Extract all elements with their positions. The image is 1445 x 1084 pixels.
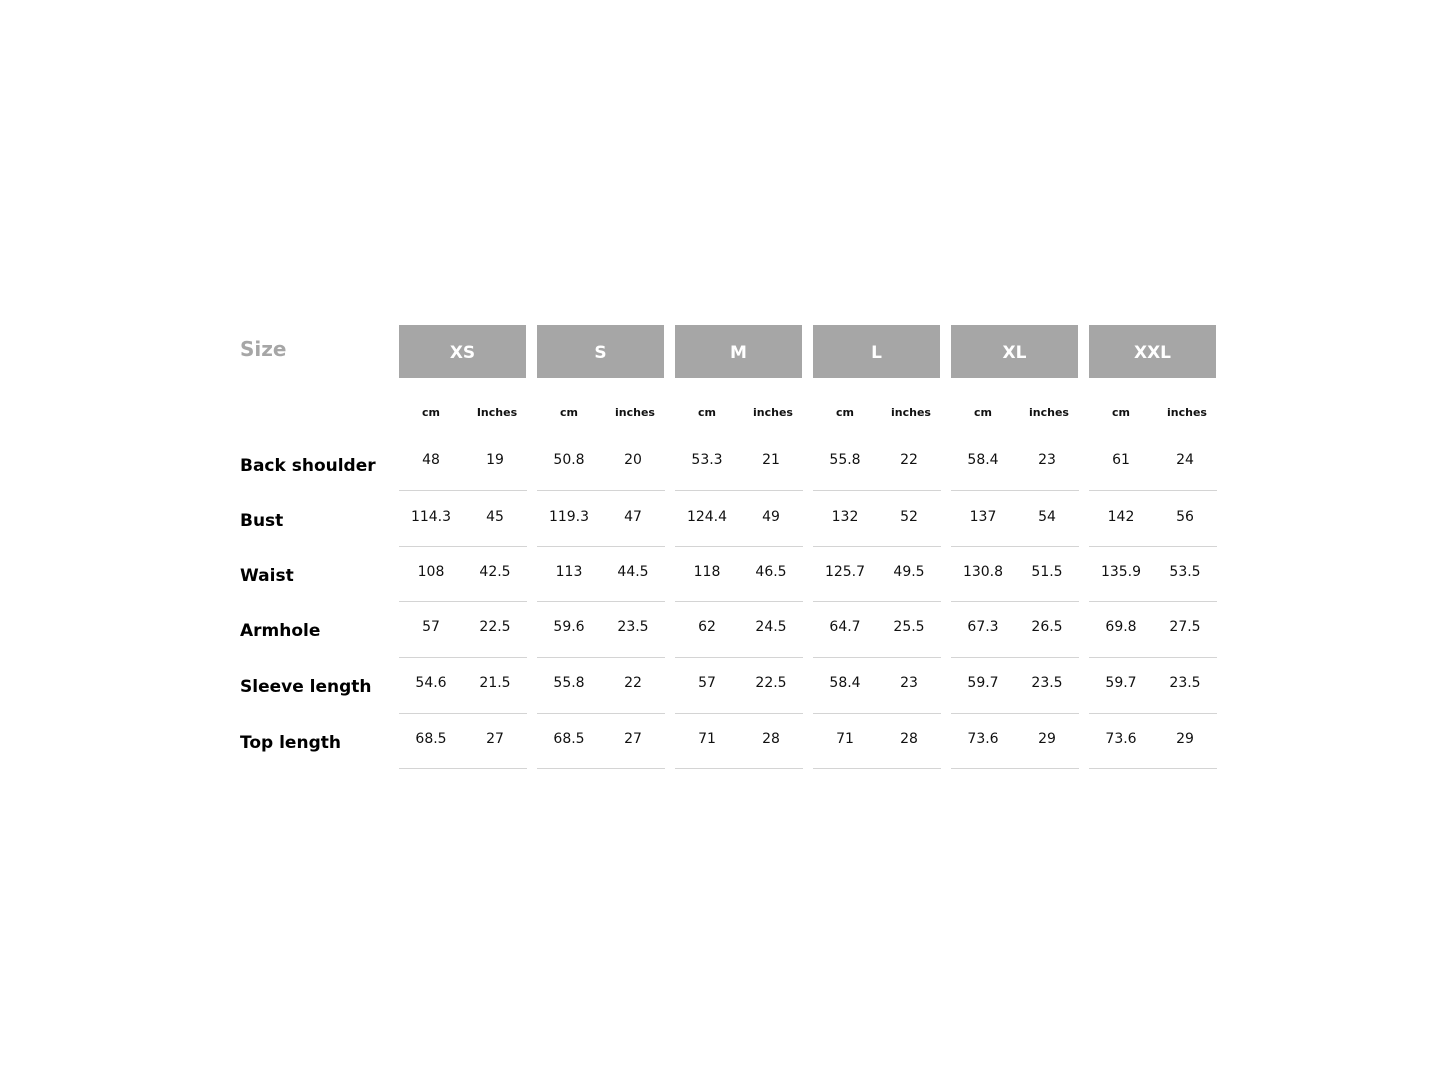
- cell-armhole-xs-cm: 57: [422, 619, 440, 635]
- row-label-bust: Bust: [240, 511, 284, 531]
- row-divider: [813, 546, 941, 547]
- cell-waist-l-inches: 49.5: [893, 564, 925, 580]
- cell-armhole-m-inches: 24.5: [755, 619, 787, 635]
- cell-bust-xl-cm: 137: [969, 509, 997, 525]
- cell-waist-s-inches: 44.5: [617, 564, 649, 580]
- cell-armhole-l-cm: 64.7: [829, 619, 861, 635]
- unit-label-m-inches: inches: [753, 406, 793, 419]
- cell-waist-l-cm: 125.7: [824, 564, 866, 580]
- unit-label-xxl-inches: inches: [1167, 406, 1207, 419]
- cell-armhole-xxl-inches: 27.5: [1169, 619, 1201, 635]
- row-divider: [951, 490, 1079, 491]
- row-label-waist: Waist: [240, 566, 294, 586]
- size-header-l: L: [813, 325, 940, 378]
- row-divider: [537, 713, 665, 714]
- cell-back-shoulder-l-cm: 55.8: [829, 452, 861, 468]
- cell-back-shoulder-l-inches: 22: [900, 452, 918, 468]
- cell-sleeve-length-m-cm: 57: [698, 675, 716, 691]
- cell-sleeve-length-s-inches: 22: [624, 675, 642, 691]
- cell-waist-m-cm: 118: [693, 564, 721, 580]
- cell-sleeve-length-l-cm: 58.4: [829, 675, 861, 691]
- unit-label-xs-cm: cm: [422, 406, 440, 419]
- unit-label-s-inches: inches: [615, 406, 655, 419]
- row-divider: [951, 601, 1079, 602]
- cell-armhole-xxl-cm: 69.8: [1105, 619, 1137, 635]
- row-divider: [399, 546, 527, 547]
- cell-top-length-xxl-cm: 73.6: [1105, 731, 1137, 747]
- cell-top-length-l-inches: 28: [900, 731, 918, 747]
- row-divider: [1089, 713, 1217, 714]
- unit-label-xs-inches: Inches: [476, 406, 518, 419]
- cell-sleeve-length-xl-cm: 59.7: [967, 675, 999, 691]
- row-divider: [951, 768, 1079, 769]
- cell-sleeve-length-xs-cm: 54.6: [415, 675, 447, 691]
- cell-bust-l-inches: 52: [900, 509, 918, 525]
- cell-back-shoulder-xxl-cm: 61: [1112, 452, 1130, 468]
- row-divider: [537, 768, 665, 769]
- unit-label-xl-cm: cm: [974, 406, 992, 419]
- unit-label-xxl-cm: cm: [1112, 406, 1130, 419]
- cell-top-length-xs-cm: 68.5: [415, 731, 447, 747]
- row-divider: [399, 768, 527, 769]
- cell-bust-s-inches: 47: [624, 509, 642, 525]
- cell-top-length-m-cm: 71: [698, 731, 716, 747]
- row-divider: [675, 490, 803, 491]
- row-divider: [813, 657, 941, 658]
- cell-top-length-xl-cm: 73.6: [967, 731, 999, 747]
- row-divider: [951, 546, 1079, 547]
- row-label-top-length: Top length: [240, 733, 341, 753]
- cell-top-length-xs-inches: 27: [486, 731, 504, 747]
- cell-top-length-l-cm: 71: [836, 731, 854, 747]
- row-divider: [399, 713, 527, 714]
- cell-top-length-s-inches: 27: [624, 731, 642, 747]
- row-divider: [951, 713, 1079, 714]
- cell-top-length-xl-inches: 29: [1038, 731, 1056, 747]
- unit-label-s-cm: cm: [560, 406, 578, 419]
- row-divider: [399, 601, 527, 602]
- cell-sleeve-length-xxl-cm: 59.7: [1105, 675, 1137, 691]
- cell-waist-xs-inches: 42.5: [479, 564, 511, 580]
- cell-bust-m-inches: 49: [762, 509, 780, 525]
- row-divider: [675, 768, 803, 769]
- cell-back-shoulder-m-cm: 53.3: [691, 452, 723, 468]
- cell-back-shoulder-xs-inches: 19: [486, 452, 504, 468]
- row-divider: [675, 601, 803, 602]
- cell-armhole-l-inches: 25.5: [893, 619, 925, 635]
- cell-sleeve-length-xl-inches: 23.5: [1031, 675, 1063, 691]
- unit-label-xl-inches: inches: [1029, 406, 1069, 419]
- cell-bust-xl-inches: 54: [1038, 509, 1056, 525]
- cell-armhole-m-cm: 62: [698, 619, 716, 635]
- size-header-xxl: XXL: [1089, 325, 1216, 378]
- row-divider: [675, 546, 803, 547]
- cell-sleeve-length-s-cm: 55.8: [553, 675, 585, 691]
- row-divider: [951, 657, 1079, 658]
- size-label: Size: [240, 337, 287, 361]
- cell-bust-xxl-inches: 56: [1176, 509, 1194, 525]
- size-header-xs: XS: [399, 325, 526, 378]
- cell-waist-xxl-inches: 53.5: [1169, 564, 1201, 580]
- cell-armhole-s-cm: 59.6: [553, 619, 585, 635]
- cell-bust-xs-cm: 114.3: [410, 509, 452, 525]
- cell-back-shoulder-xl-inches: 23: [1038, 452, 1056, 468]
- cell-waist-xl-inches: 51.5: [1031, 564, 1063, 580]
- cell-bust-xxl-cm: 142: [1107, 509, 1135, 525]
- cell-bust-s-cm: 119.3: [548, 509, 590, 525]
- row-divider: [675, 657, 803, 658]
- row-divider: [1089, 657, 1217, 658]
- cell-sleeve-length-m-inches: 22.5: [755, 675, 787, 691]
- row-divider: [1089, 601, 1217, 602]
- row-divider: [813, 601, 941, 602]
- cell-waist-s-cm: 113: [555, 564, 583, 580]
- size-header-s: S: [537, 325, 664, 378]
- row-divider: [813, 713, 941, 714]
- size-header-xl: XL: [951, 325, 1078, 378]
- cell-sleeve-length-l-inches: 23: [900, 675, 918, 691]
- cell-back-shoulder-m-inches: 21: [762, 452, 780, 468]
- cell-top-length-m-inches: 28: [762, 731, 780, 747]
- row-divider: [537, 601, 665, 602]
- row-divider: [537, 490, 665, 491]
- cell-top-length-xxl-inches: 29: [1176, 731, 1194, 747]
- row-label-armhole: Armhole: [240, 621, 321, 641]
- cell-back-shoulder-s-cm: 50.8: [553, 452, 585, 468]
- cell-bust-l-cm: 132: [831, 509, 859, 525]
- cell-back-shoulder-xl-cm: 58.4: [967, 452, 999, 468]
- row-label-back-shoulder: Back shoulder: [240, 456, 376, 476]
- cell-waist-xl-cm: 130.8: [962, 564, 1004, 580]
- unit-label-l-cm: cm: [836, 406, 854, 419]
- size-header-m: M: [675, 325, 802, 378]
- cell-armhole-s-inches: 23.5: [617, 619, 649, 635]
- row-divider: [1089, 490, 1217, 491]
- unit-label-m-cm: cm: [698, 406, 716, 419]
- row-divider: [537, 546, 665, 547]
- row-divider: [1089, 768, 1217, 769]
- cell-back-shoulder-xs-cm: 48: [422, 452, 440, 468]
- cell-bust-xs-inches: 45: [486, 509, 504, 525]
- cell-sleeve-length-xs-inches: 21.5: [479, 675, 511, 691]
- cell-waist-xxl-cm: 135.9: [1100, 564, 1142, 580]
- row-divider: [675, 713, 803, 714]
- cell-waist-m-inches: 46.5: [755, 564, 787, 580]
- row-divider: [399, 657, 527, 658]
- cell-armhole-xl-cm: 67.3: [967, 619, 999, 635]
- cell-back-shoulder-s-inches: 20: [624, 452, 642, 468]
- row-divider: [813, 490, 941, 491]
- row-divider: [537, 657, 665, 658]
- cell-sleeve-length-xxl-inches: 23.5: [1169, 675, 1201, 691]
- cell-armhole-xs-inches: 22.5: [479, 619, 511, 635]
- unit-label-l-inches: inches: [891, 406, 931, 419]
- row-divider: [813, 768, 941, 769]
- cell-bust-m-cm: 124.4: [686, 509, 728, 525]
- cell-top-length-s-cm: 68.5: [553, 731, 585, 747]
- cell-back-shoulder-xxl-inches: 24: [1176, 452, 1194, 468]
- row-label-sleeve-length: Sleeve length: [240, 677, 372, 697]
- cell-armhole-xl-inches: 26.5: [1031, 619, 1063, 635]
- row-divider: [1089, 546, 1217, 547]
- cell-waist-xs-cm: 108: [417, 564, 445, 580]
- row-divider: [399, 490, 527, 491]
